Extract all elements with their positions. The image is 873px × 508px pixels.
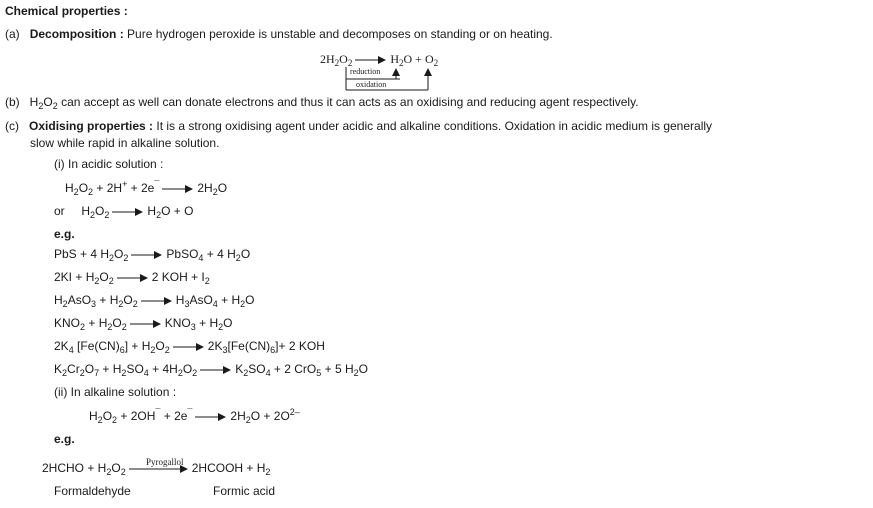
- item-c-marker: (c): [5, 119, 19, 133]
- item-a-text: Pure hydrogen peroxide is unstable and decomposes on standing or on heating.: [127, 27, 553, 41]
- item-c-title: Oxidising properties :: [29, 119, 154, 133]
- item-c-text2: slow while rapid in alkaline solution.: [30, 136, 220, 150]
- reduction-label: reduction: [350, 67, 381, 76]
- item-c: [5, 119, 712, 134]
- example-reaction: PbS + 4 $H_2O_2$ PbSO$_4$ + 4 $H_2O$: [54, 247, 251, 263]
- item-a: [5, 27, 553, 42]
- reaction-arrow-icon: [112, 207, 144, 217]
- item-b-marker: (b): [5, 95, 20, 109]
- catalyst-label: Pyrogallol: [146, 457, 184, 467]
- reaction-arrow-icon: [195, 412, 227, 422]
- item-b-text: can accept as well can donate electrons and thus it can acts as an oxidising and reducing agent respectively.: [61, 95, 639, 109]
- reaction-arrow-icon: [117, 273, 149, 283]
- reaction-arrow-icon: [129, 464, 189, 474]
- or-label: or: [54, 204, 65, 218]
- item-a-marker: (a): [5, 27, 20, 41]
- formaldehyde-equation: 2HCHO + $H_2O_2$ 2HCOOH + $H_2$: [42, 461, 271, 477]
- item-b: (b) $H_2O_2$ can accept as well can donate electrons and thus it can acts as an oxidising and reducing agent respectively.: [5, 95, 639, 111]
- alkaline-equation: $H_2O_2 + 2OH^¯ + 2e^¯$ $2H_2O + 2O^{2-}$: [89, 407, 300, 425]
- section-heading: Chemical properties :: [5, 4, 128, 18]
- alkaline-heading: (ii) In alkaline solution :: [54, 385, 177, 399]
- acidic-heading: (i) In acidic solution :: [54, 157, 164, 171]
- item-c-text1: It is a strong oxidising agent under acidic and alkaline conditions. Oxidation in acidic medium is generally: [156, 119, 713, 133]
- example-reaction: $K_2Cr_2O_7 + H_2SO_4 + 4H_2O_2$ $K_2SO_4 + 2$ CrO$_5$ + 5 $H_2O$: [54, 362, 368, 378]
- decomposition-equation: $2H_2O_2$ $H_2O + O_2$: [320, 52, 439, 68]
- acidic-equation: $H_2O_2 + 2H^+ + 2e^¯$ $2H_2O$: [65, 179, 228, 197]
- acidic-equation-alt: or $H_2O_2$ $H_2O + O$: [54, 204, 194, 220]
- example-reaction: $2K_4$ $[Fe(CN)_6] + H_2O_2$ $2K_3[Fe(CN)_6]+ 2$ KOH: [54, 339, 325, 355]
- formaldehyde-label: Formaldehyde: [54, 484, 131, 498]
- reaction-arrow-icon: [200, 365, 232, 375]
- eg-label-1: e.g.: [54, 227, 75, 241]
- formic-acid-label: Formic acid: [213, 484, 276, 498]
- reaction-arrow-icon: [173, 342, 205, 352]
- example-reaction: $KNO_2 + H_2O_2$ $KNO_3 + H_2O$: [54, 316, 233, 332]
- example-reaction: $H_2AsO_3 + H_2O_2$ $H_3AsO_4 + H_2O$: [54, 293, 255, 309]
- oxidation-label: oxidation: [356, 80, 387, 89]
- reaction-arrow-icon: [130, 319, 162, 329]
- reaction-arrow-icon: [355, 55, 387, 65]
- eg-label-2: e.g.: [54, 432, 75, 446]
- reaction-arrow-icon: [131, 250, 163, 260]
- example-reaction: $2KI + H_2O_2$ 2 KOH + $I_2$: [54, 270, 210, 286]
- reaction-arrow-icon: [141, 296, 173, 306]
- reaction-arrow-icon: [162, 184, 194, 194]
- item-a-title: Decomposition :: [29, 27, 124, 41]
